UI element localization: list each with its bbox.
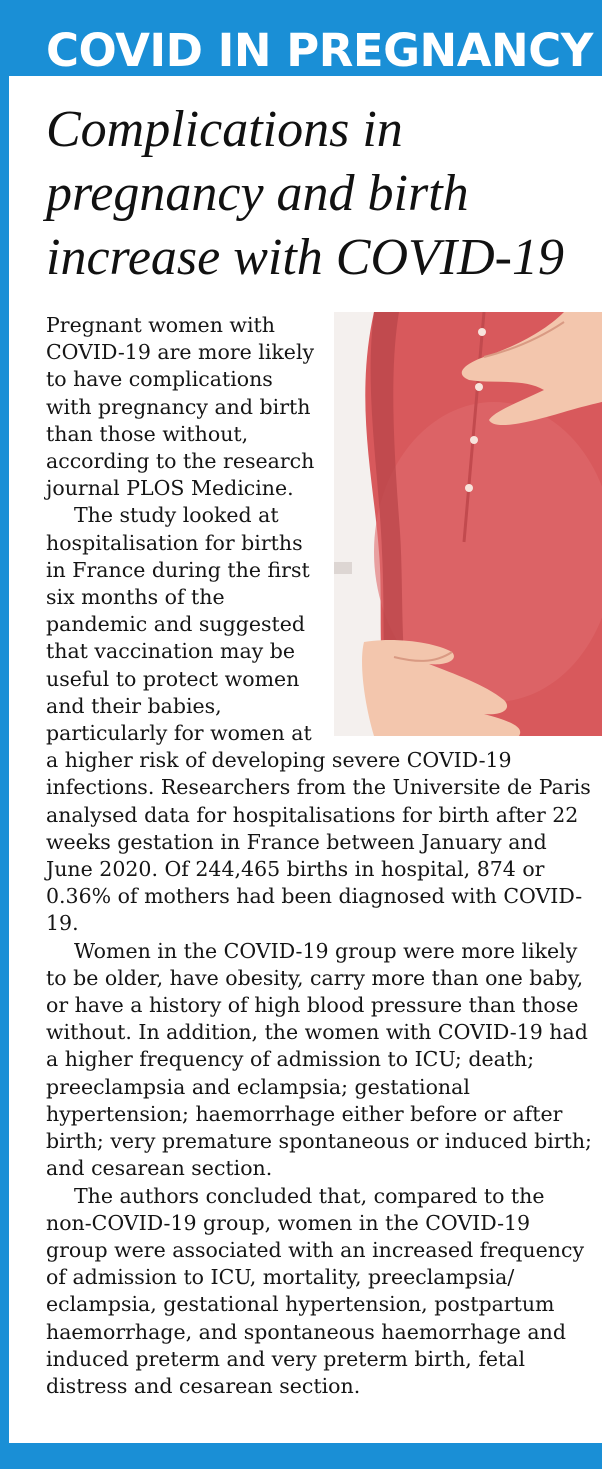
body-paragraph-3: Women in the COVID-19 group were more likely to be older, have obesity, carry more than one baby, or have a history of high blood pressure than those without. In addition, the women with COVID-19 had a higher frequency of admission to ICU; death; preeclampsia and eclampsia; gestational hypertension; haemorrhage either before or after birth; very premature spontaneous or induced birth; and cesarean section. xyxy=(46,938,592,1181)
photo-float-spacer xyxy=(316,312,594,737)
article-headline: Complications in pregnancy and birth increase with COVID-19 xyxy=(46,101,564,286)
section-kicker: COVID IN PREGNANCY xyxy=(46,24,593,77)
body-paragraph-1: Pregnant women with COVID-19 are more likely to have complications with pregnancy and birth than those without, according to the research journal PLOS Medicine. xyxy=(46,313,315,501)
article-body xyxy=(46,312,594,1400)
body-paragraph-2: The study looked at hospitalisation for births in France during the first six months of the pandemic and suggested that vaccination may be useful to protect women and their babies, particularly for women at a higher risk of developing severe COVID-19 infections. Researchers from the Universite de Paris analysed data for hospitalisations for birth after 22 weeks gestation in France between January and June 2020. Of 244,465 births in hospital, 874 or 0.36% of mothers had been diagnosed with COVID-19. xyxy=(46,503,591,936)
body-paragraph-4: The authors concluded that, compared to the non-COVID-19 group, women in the COVID-19 group were associated with an increased frequency of admission to ICU, mortality, preeclampsia/ eclampsia, gestational hypertension, postpartum haemorrhage, and spontaneous haemorrhage and induced preterm and very preterm birth, fetal distress and cesarean section. xyxy=(46,1183,585,1398)
